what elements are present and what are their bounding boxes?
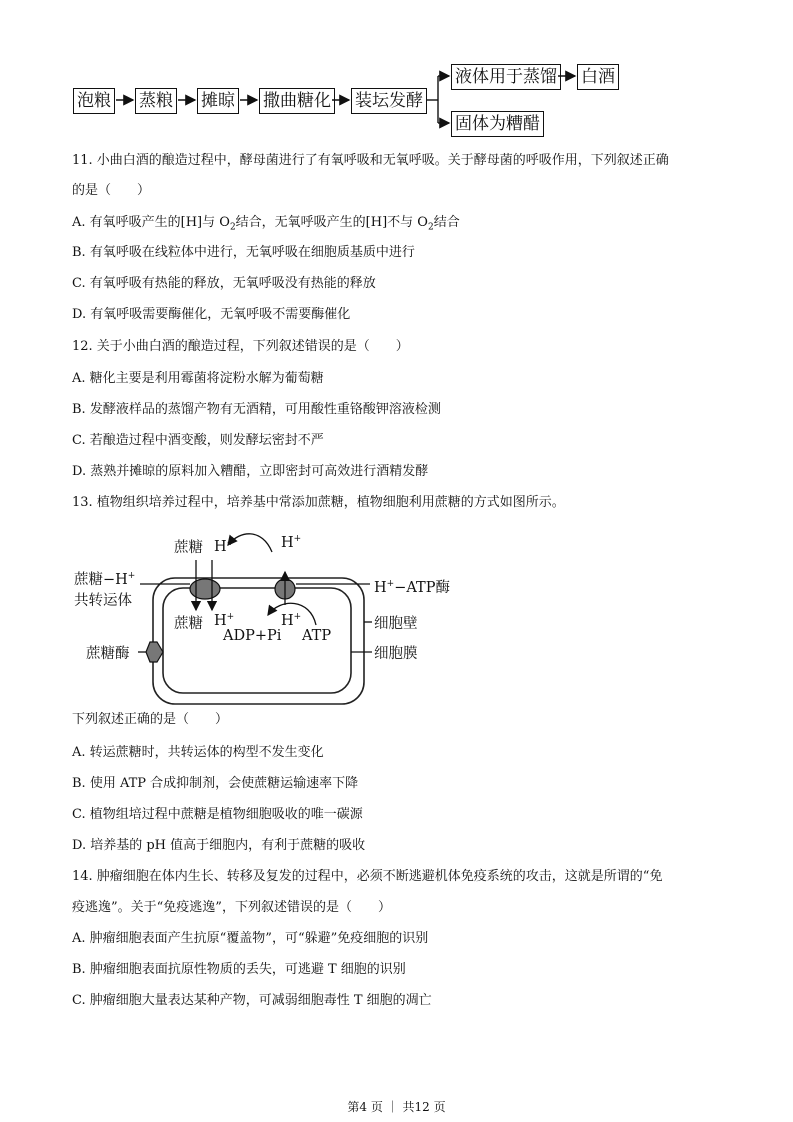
q14-stem-line1: 14. 肿瘤细胞在体内生长、转移及复发的过程中，必须不断逃避机体免疫系统的攻击，这就是所谓的“免 <box>72 869 663 884</box>
flow-product-liquor: 白酒 <box>577 64 619 90</box>
label-adp-pi: ADP+Pi <box>223 628 282 644</box>
flow-step-soak: 泡粮 <box>73 88 115 114</box>
label-atpase: H+−ATP酶 <box>374 579 450 596</box>
label-sucrose-inside: 蔗糖 <box>174 616 203 632</box>
flow-step-ferment: 装坛发酵 <box>351 88 427 114</box>
q13-option-c: C. 植物组培过程中蔗糖是植物细胞吸收的唯一碳源 <box>72 807 363 822</box>
q11-stem-line1: 11. 小曲白酒的酿造过程中，酵母菌进行了有氧呼吸和无氧呼吸。关于酵母菌的呼吸作用，下列叙述正确 <box>72 153 669 168</box>
label-cotransporter-line2: 共转运体 <box>74 593 132 609</box>
label-h-top-right: H+ <box>281 534 302 551</box>
flow-step-steam: 蒸粮 <box>135 88 177 114</box>
label-sucrose-outside: 蔗糖 <box>174 540 203 556</box>
q13-prompt: 下列叙述正确的是（ ） <box>72 712 229 727</box>
q13-option-b: B. 使用 ATP 合成抑制剂，会使蔗糖运输速率下降 <box>72 776 359 791</box>
q14-option-c: C. 肿瘤细胞大量表达某种产物，可减弱细胞毒性 T 细胞的凋亡 <box>72 993 432 1008</box>
label-sucrase: 蔗糖酶 <box>86 646 130 662</box>
q12-option-c: C. 若酿造过程中酒变酸，则发酵坛密封不严 <box>72 433 324 448</box>
label-cotransporter-line1: 蔗糖−H+ <box>74 571 136 588</box>
label-h-inside-left: H+ <box>214 612 235 629</box>
q11-stem-line2: 的是（ ） <box>72 183 151 198</box>
q11-option-c: C. 有氧呼吸有热能的释放，无氧呼吸没有热能的释放 <box>72 276 376 291</box>
q14-option-b: B. 肿瘤细胞表面抗原性物质的丢失，可逃避 T 细胞的识别 <box>72 962 406 977</box>
q14-stem-line2: 疫逃逸”。关于“免疫逃逸”，下列叙述错误的是（ ） <box>72 900 391 915</box>
label-atp: ATP <box>302 628 332 644</box>
q11-option-d: D. 有氧呼吸需要酶催化，无氧呼吸不需要酶催化 <box>72 307 351 322</box>
q14-option-a: A. 肿瘤细胞表面产生抗原“覆盖物”，可“躲避”免疫细胞的识别 <box>72 931 429 946</box>
page-footer: 第4 页 ｜ 共12 页 <box>347 1100 446 1114</box>
flow-branch-liquid: 液体用于蒸馏 <box>451 64 561 90</box>
label-h-top-left: H+ <box>214 538 235 555</box>
label-cell-wall: 细胞壁 <box>374 616 418 632</box>
q12-option-b: B. 发酵液样品的蒸馏产物有无酒精，可用酸性重铬酸钾溶液检测 <box>72 402 441 417</box>
q12-stem: 12. 关于小曲白酒的酿造过程，下列叙述错误的是（ ） <box>72 339 409 354</box>
q13-stem: 13. 植物组织培养过程中，培养基中常添加蔗糖，植物细胞利用蔗糖的方式如图所示。 <box>72 495 565 510</box>
q11-option-b: B. 有氧呼吸在线粒体中进行，无氧呼吸在细胞质基质中进行 <box>72 245 415 260</box>
q12-option-a: A. 糖化主要是利用霉菌将淀粉水解为葡萄糖 <box>72 371 324 386</box>
q13-option-a: A. 转运蔗糖时，共转运体的构型不发生变化 <box>72 745 324 760</box>
label-h-inside-right: H+ <box>281 612 302 629</box>
label-cell-membrane: 细胞膜 <box>374 646 418 662</box>
q13-option-d: D. 培养基的 pH 值高于细胞内，有利于蔗糖的吸收 <box>72 838 366 853</box>
q12-option-d: D. 蒸熟并摊晾的原料加入糟醋，立即密封可高效进行酒精发酵 <box>72 464 429 479</box>
q11-option-a: A. 有氧呼吸产生的[H]与 $O_2$结合，无氧呼吸产生的[H]不与 $O_2$结合 <box>72 215 460 233</box>
flow-step-saccharify: 撒曲糖化 <box>259 88 335 114</box>
flow-step-spread: 摊晾 <box>197 88 239 114</box>
flow-branch-solid: 固体为糟醋 <box>451 111 544 137</box>
